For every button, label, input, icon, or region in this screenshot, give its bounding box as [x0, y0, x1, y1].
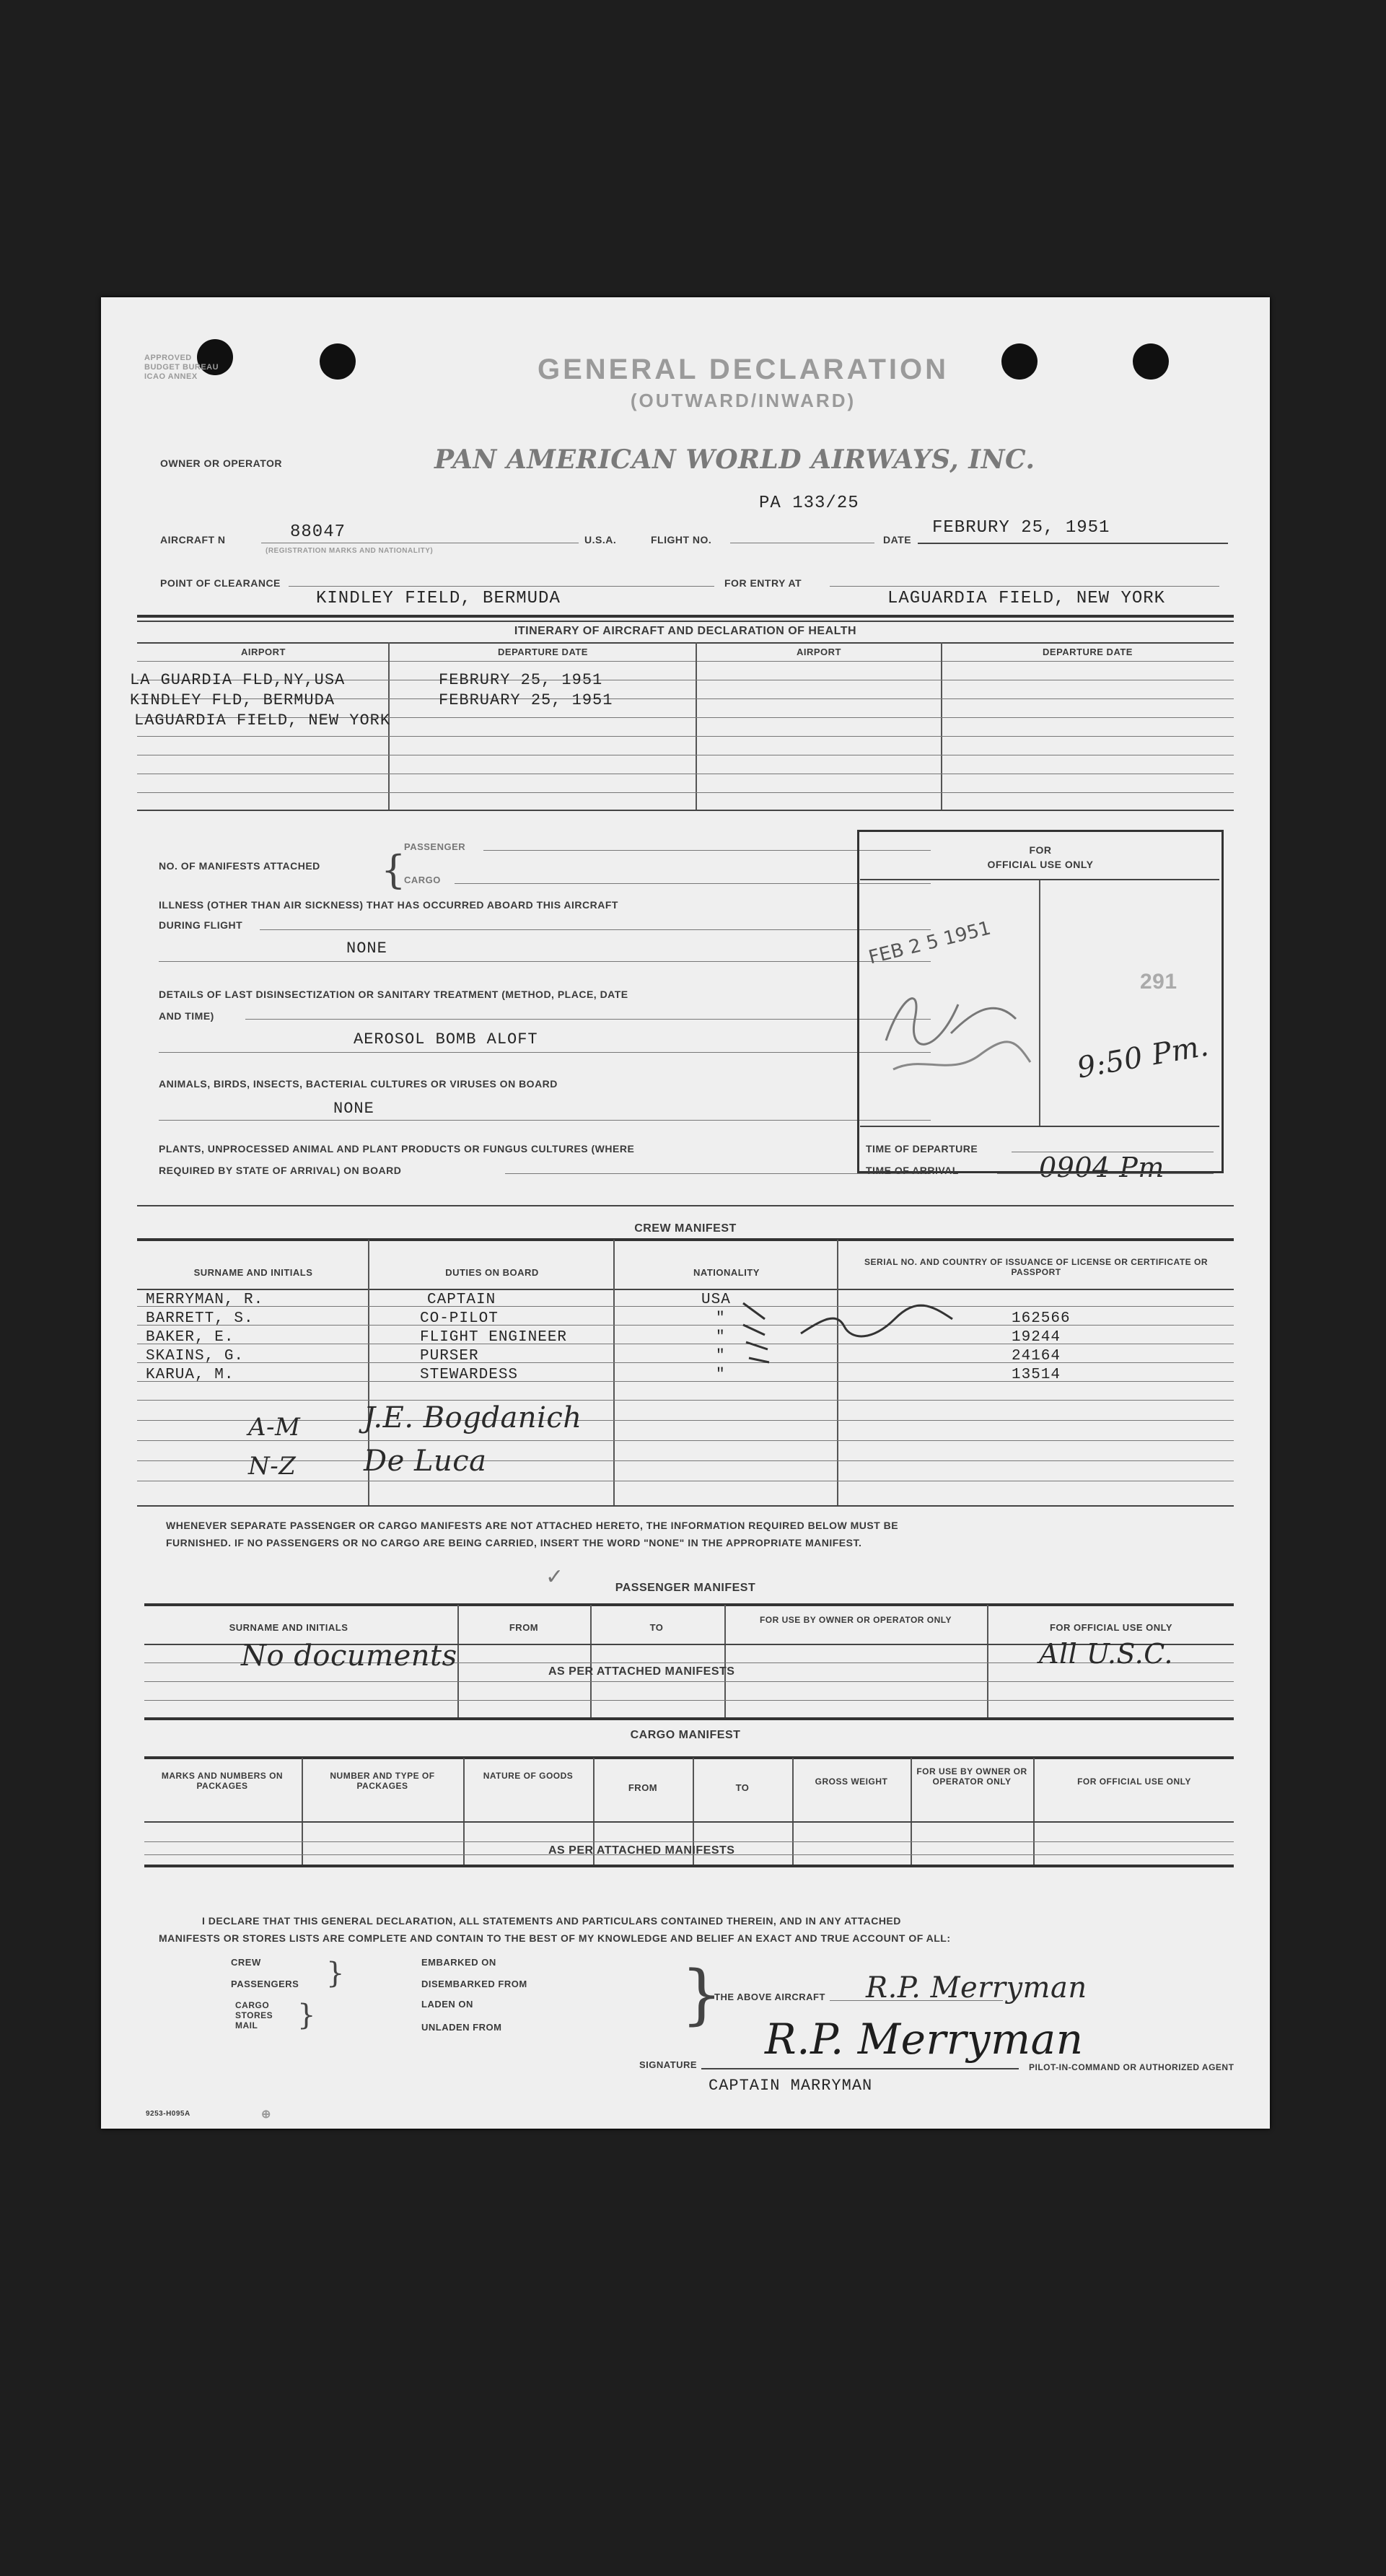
official-title: OFFICIAL USE ONLY	[987, 859, 1094, 870]
punch-hole	[1133, 343, 1169, 380]
form-title: GENERAL DECLARATION	[537, 354, 949, 385]
passenger-header: TO	[649, 1622, 664, 1633]
itinerary-header: AIRPORT	[241, 647, 286, 657]
declaration-category: STORES	[235, 2010, 273, 2020]
crew-nationality: USA	[701, 1292, 731, 1308]
crew-range: N-Z	[248, 1452, 297, 1481]
declaration-form	[101, 297, 1270, 2129]
passenger-header: FROM	[509, 1622, 539, 1633]
crew-name: BAKER, E.	[146, 1329, 234, 1346]
crew-serial: 162566	[1012, 1310, 1071, 1327]
crew-name: BARRETT, S.	[146, 1310, 254, 1327]
illness-label: DURING FLIGHT	[159, 919, 243, 931]
crew-serial: 19244	[1012, 1329, 1061, 1346]
cargo-header: FROM	[628, 1782, 658, 1793]
declaration-action: LADEN ON	[421, 1999, 473, 2010]
brace: }	[681, 1957, 723, 2033]
crew-nationality: "	[716, 1348, 726, 1364]
cargo-attached: AS PER ATTACHED MANIFESTS	[548, 1844, 735, 1857]
passenger-note: No documents	[241, 1639, 457, 1673]
captain-signature: R.P. Merryman	[765, 2015, 1084, 2064]
form-number: 9253-H095A	[146, 2110, 190, 2118]
brace: }	[297, 1999, 316, 2032]
captain-name: CAPTAIN MARRYMAN	[709, 2077, 873, 2095]
official-number: 291	[1140, 970, 1177, 994]
itinerary-date: FEBRUARY 25, 1951	[439, 691, 613, 709]
flight-value: PA 133/25	[759, 494, 859, 513]
flight-label: FLIGHT NO.	[651, 534, 712, 546]
passenger-attached: AS PER ATTACHED MANIFESTS	[548, 1665, 735, 1678]
declaration-action: EMBARKED ON	[421, 1957, 496, 1968]
notice-text: FURNISHED. IF NO PASSENGERS OR NO CARGO ARE BEING CARRIED, INSERT THE WORD "NONE" IN THE APPROPRIATE MANIFEST.	[166, 1537, 862, 1548]
passenger-header: FOR USE BY OWNER OR OPERATOR ONLY	[759, 1615, 952, 1625]
aircraft-value: 88047	[290, 522, 346, 542]
cargo-header: TO	[735, 1782, 750, 1793]
itinerary-header: DEPARTURE DATE	[498, 647, 588, 657]
crew-serial: 24164	[1012, 1348, 1061, 1364]
owner-label: OWNER OR OPERATOR	[160, 457, 282, 469]
itinerary-airport: LA GUARDIA FLD,NY,USA	[130, 671, 346, 689]
nationality-note: (REGISTRATION MARKS AND NATIONALITY)	[266, 547, 434, 555]
date-value: FEBRURY 25, 1951	[932, 518, 1110, 538]
crew-name: MERRYMAN, R.	[146, 1292, 264, 1308]
declaration-action: DISEMBARKED FROM	[421, 1979, 527, 1989]
illness-value: NONE	[346, 939, 387, 958]
crew-header: SURNAME AND INITIALS	[193, 1267, 313, 1278]
crew-header: NATIONALITY	[693, 1267, 760, 1278]
plants-label: PLANTS, UNPROCESSED ANIMAL AND PLANT PRODUCTS OR FUNGUS CULTURES (WHERE	[159, 1143, 635, 1155]
cargo-header: NATURE OF GOODS	[483, 1771, 574, 1781]
crew-nationality: "	[716, 1310, 726, 1327]
arrival-time-value: 0904 Pm	[1039, 1152, 1164, 1183]
crew-nationality: "	[716, 1367, 726, 1383]
crew-name: SKAINS, G.	[146, 1348, 245, 1364]
passenger-title: PASSENGER MANIFEST	[615, 1582, 756, 1594]
check-icon: ✓	[545, 1565, 564, 1589]
entry-value: LAGUARDIA FIELD, NEW YORK	[887, 589, 1166, 608]
cargo-header: FOR USE BY OWNER OR OPERATOR ONLY	[916, 1766, 1027, 1787]
itinerary-title: ITINERARY OF AIRCRAFT AND DECLARATION OF HEALTH	[514, 625, 857, 637]
official-title: FOR	[1029, 844, 1052, 856]
crew-check-marks	[736, 1297, 1010, 1377]
cargo-count-label: CARGO	[404, 875, 441, 885]
crew-name: KARUA, M.	[146, 1367, 234, 1383]
itinerary-header: DEPARTURE DATE	[1043, 647, 1133, 657]
passenger-count-label: PASSENGER	[404, 841, 466, 852]
crew-range: A-M	[248, 1413, 301, 1442]
plants-label: REQUIRED BY STATE OF ARRIVAL) ON BOARD	[159, 1165, 402, 1176]
illness-label: ILLNESS (OTHER THAN AIR SICKNESS) THAT HAS OCCURRED ABOARD THIS AIRCRAFT	[159, 899, 618, 911]
clearance-value: KINDLEY FIELD, BERMUDA	[316, 589, 561, 608]
declaration-category: PASSENGERS	[231, 1979, 299, 1989]
animals-value: NONE	[333, 1100, 374, 1118]
cargo-header: NUMBER AND TYPE OF PACKAGES	[330, 1771, 435, 1791]
itinerary-date: FEBRURY 25, 1951	[439, 671, 603, 689]
itinerary-header: AIRPORT	[797, 647, 841, 657]
brace: }	[326, 1957, 345, 1990]
punch-hole	[320, 343, 356, 380]
official-time-note: 9:50 Pm.	[1074, 1029, 1211, 1085]
departure-time-label: TIME OF DEPARTURE	[866, 1143, 978, 1155]
above-aircraft-label: THE ABOVE AIRCRAFT	[714, 1992, 825, 2002]
date-stamp: FEB 2 5 1951	[866, 917, 994, 969]
disinsect-label: AND TIME)	[159, 1010, 214, 1022]
animals-label: ANIMALS, BIRDS, INSECTS, BACTERIAL CULTURES OR VIRUSES ON BOARD	[159, 1078, 558, 1090]
passenger-header: FOR OFFICIAL USE ONLY	[1049, 1622, 1173, 1633]
form-subtitle: (OUTWARD/INWARD)	[630, 390, 856, 411]
itinerary-airport: LAGUARDIA FIELD, NEW YORK	[134, 711, 391, 730]
crew-duty: CO-PILOT	[420, 1310, 499, 1327]
printer-mark-icon: ⊕	[261, 2108, 271, 2121]
crew-duty: PURSER	[420, 1348, 479, 1364]
cargo-header: FOR OFFICIAL USE ONLY	[1077, 1777, 1191, 1787]
disinsect-value: AEROSOL BOMB ALOFT	[354, 1030, 538, 1048]
date-label: DATE	[883, 534, 912, 546]
entry-label: FOR ENTRY AT	[724, 577, 802, 589]
declaration-category: CARGO	[235, 2000, 270, 2010]
clearance-label: POINT OF CLEARANCE	[160, 577, 281, 589]
usa-label: U.S.A.	[584, 534, 617, 546]
declaration-category: CREW	[231, 1957, 261, 1968]
declaration-action: UNLADEN FROM	[421, 2022, 502, 2033]
crew-nationality: "	[716, 1329, 726, 1346]
passenger-header: SURNAME AND INITIALS	[229, 1622, 348, 1633]
crew-signature: J.E. Bogdanich	[364, 1401, 582, 1434]
crew-duty: CAPTAIN	[427, 1292, 496, 1308]
crew-header: SERIAL NO. AND COUNTRY OF ISSUANCE OF LICENSE OR CERTIFICATE OR PASSPORT	[864, 1257, 1208, 1277]
crew-duty: STEWARDESS	[420, 1367, 519, 1383]
disinsect-label: DETAILS OF LAST DISINSECTIZATION OR SANITARY TREATMENT (METHOD, PLACE, DATE	[159, 989, 628, 1000]
approval-line: BUDGET BUREAU	[144, 363, 219, 372]
declaration-text: I DECLARE THAT THIS GENERAL DECLARATION, ALL STATEMENTS AND PARTICULARS CONTAINED THEREIN, AND IN ANY ATTACHED	[202, 1915, 901, 1927]
itinerary-airport: KINDLEY FLD, BERMUDA	[130, 691, 335, 709]
cargo-header: MARKS AND NUMBERS ON PACKAGES	[161, 1771, 284, 1791]
official-scrawl	[872, 954, 1045, 1091]
declaration-text: MANIFESTS OR STORES LISTS ARE COMPLETE AND CONTAIN TO THE BEST OF MY KNOWLEDGE AND BELIEF AN EXACT AND TRUE ACCOUNT OF ALL:	[159, 1932, 951, 1944]
crew-duty: FLIGHT ENGINEER	[420, 1329, 568, 1346]
approval-line: APPROVED	[144, 354, 192, 362]
arrival-time-label: TIME OF ARRIVAL	[866, 1165, 959, 1176]
crew-header: DUTIES ON BOARD	[445, 1267, 539, 1278]
signature-upper: R.P. Merryman	[866, 1971, 1087, 2005]
cargo-title: CARGO MANIFEST	[630, 1729, 741, 1741]
aircraft-label: AIRCRAFT N	[160, 534, 226, 546]
crew-serial: 13514	[1012, 1367, 1061, 1383]
notice-text: WHENEVER SEPARATE PASSENGER OR CARGO MANIFESTS ARE NOT ATTACHED HERETO, THE INFORMATION REQUIRED BELOW MUST BE	[166, 1520, 899, 1531]
declaration-category: MAIL	[235, 2020, 258, 2030]
brace: {	[381, 847, 406, 893]
owner-value: PAN AMERICAN WORLD AIRWAYS, INC.	[434, 444, 1035, 475]
signature-label: SIGNATURE	[639, 2059, 698, 2070]
cargo-header: GROSS WEIGHT	[815, 1777, 888, 1787]
crew-title: CREW MANIFEST	[634, 1222, 737, 1235]
manifests-label: NO. OF MANIFESTS ATTACHED	[159, 860, 320, 872]
signer-label: PILOT-IN-COMMAND OR AUTHORIZED AGENT	[1029, 2062, 1234, 2072]
approval-block	[144, 354, 219, 382]
approval-line: ICAO ANNEX	[144, 372, 198, 381]
crew-signature: De Luca	[364, 1445, 487, 1478]
passenger-official-note: All U.S.C.	[1039, 1638, 1174, 1670]
